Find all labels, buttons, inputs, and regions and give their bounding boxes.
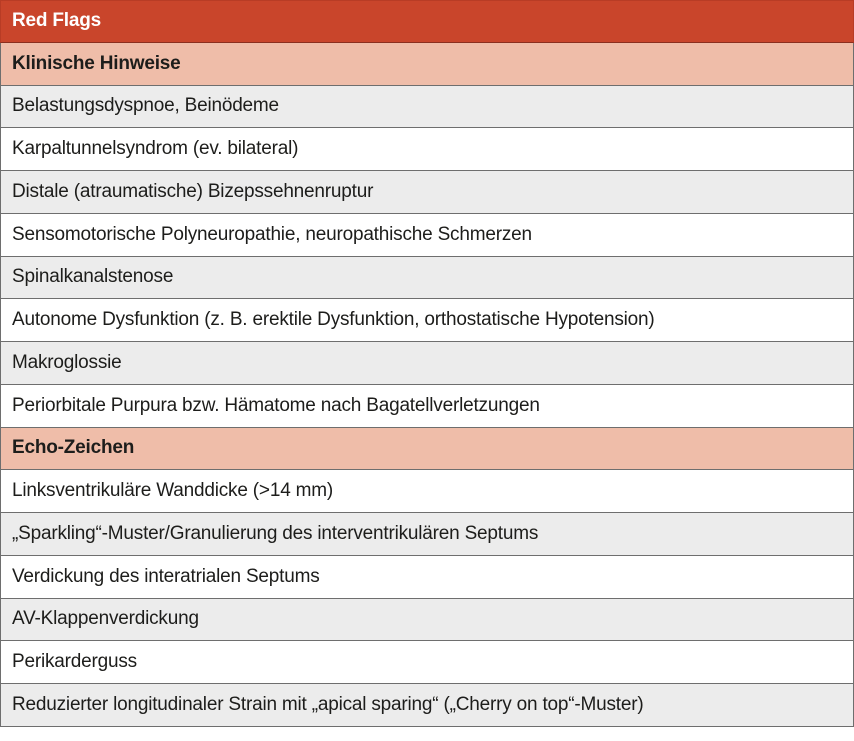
table-row: „Sparkling“-Muster/Granulierung des interventrikulären Septums bbox=[0, 513, 854, 556]
table-row: Perikarderguss bbox=[0, 641, 854, 684]
table-row: Karpaltunnelsyndrom (ev. bilateral) bbox=[0, 128, 854, 171]
table-row: Belastungsdyspnoe, Beinödeme bbox=[0, 86, 854, 129]
table-row: Spinalkanalstenose bbox=[0, 257, 854, 300]
table-row: Distale (atraumatische) Bizepssehnenruptur bbox=[0, 171, 854, 214]
table-title: Red Flags bbox=[0, 0, 854, 43]
section-heading-clinical: Klinische Hinweise bbox=[0, 43, 854, 86]
table-row: Autonome Dysfunktion (z. B. erektile Dysfunktion, orthostatische Hypotension) bbox=[0, 299, 854, 342]
table-row: AV-Klappenverdickung bbox=[0, 599, 854, 642]
table-row: Linksventrikuläre Wanddicke (>14 mm) bbox=[0, 470, 854, 513]
table-row: Makroglossie bbox=[0, 342, 854, 385]
table-row: Sensomotorische Polyneuropathie, neuropathische Schmerzen bbox=[0, 214, 854, 257]
table-row: Periorbitale Purpura bzw. Hämatome nach Bagatellverletzungen bbox=[0, 385, 854, 428]
section-heading-echo: Echo-Zeichen bbox=[0, 428, 854, 471]
table-row: Verdickung des interatrialen Septums bbox=[0, 556, 854, 599]
table-row: Reduzierter longitudinaler Strain mit „apical sparing“ („Cherry on top“-Muster) bbox=[0, 684, 854, 727]
